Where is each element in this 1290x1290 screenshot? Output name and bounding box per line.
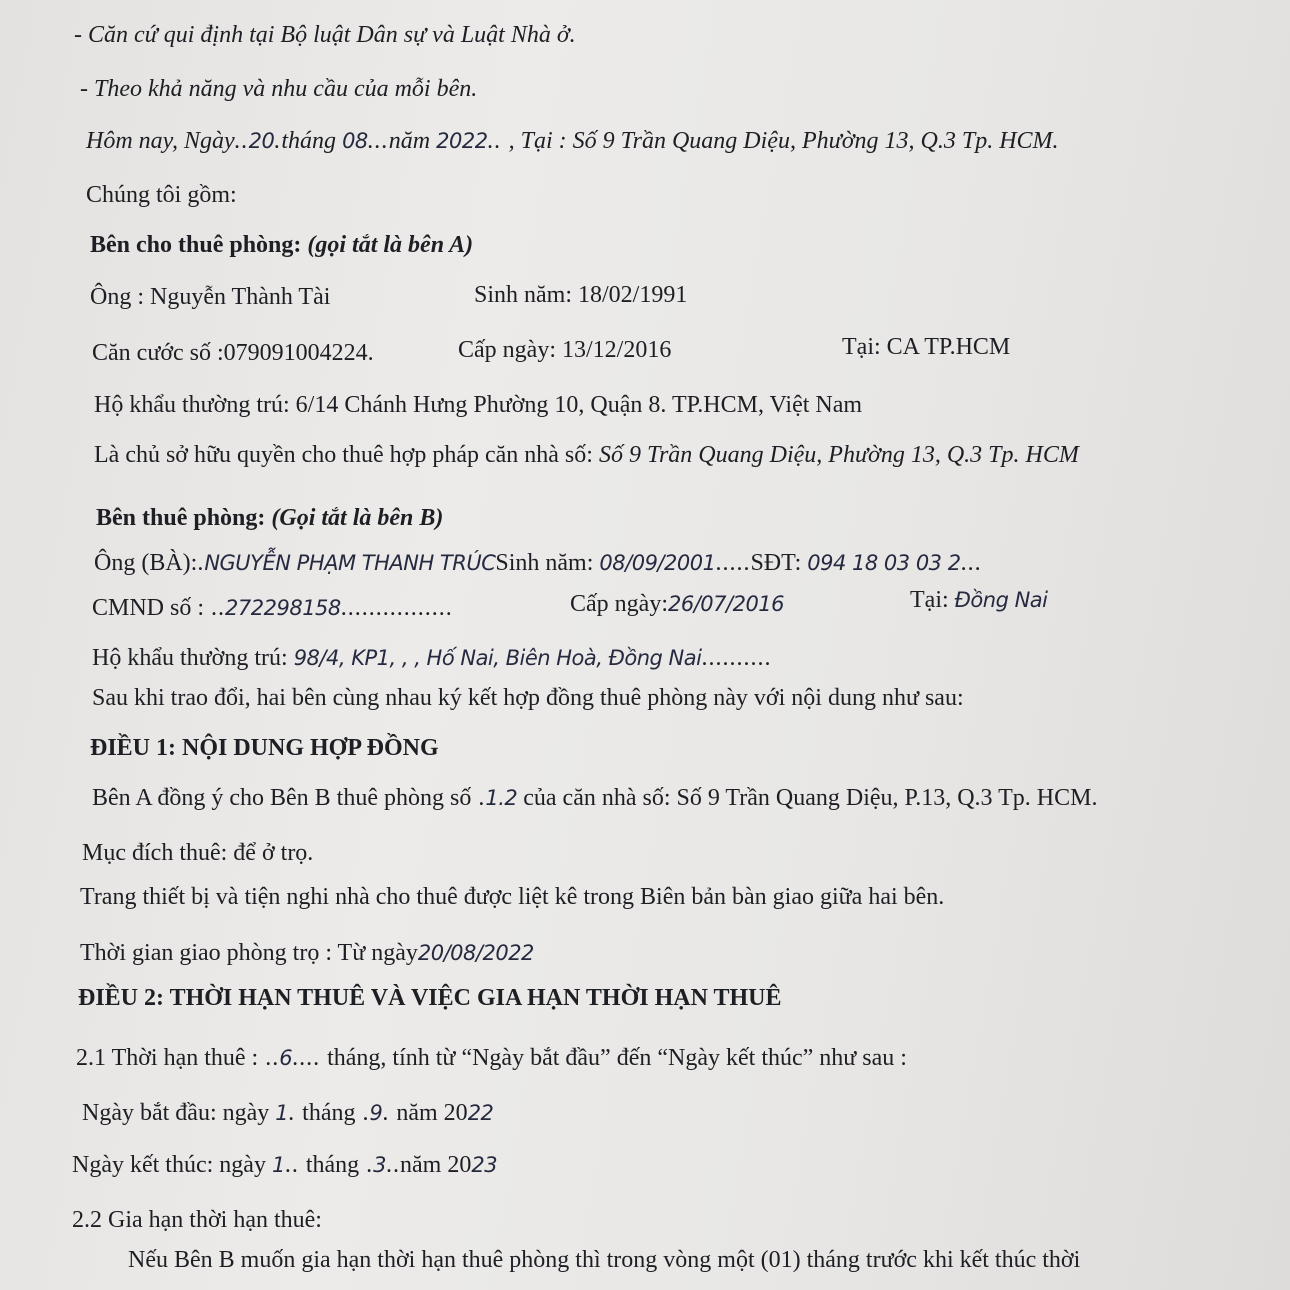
- extension-heading: [72, 1205, 322, 1235]
- article-2-term-line: 2.1 Thời hạn thuê : ..6.... tháng, tính từ “Ngày bắt đầu” đến “Ngày kết thúc” như sau :: [76, 1045, 907, 1071]
- party-b-residence-line: Hộ khẩu thường trú: 98/4, KP1, , , Hố Nai, Biên Hoà, Đồng Nai..........: [92, 645, 772, 671]
- extension-heading-text: 2.2 Gia hạn thời hạn thuê:: [72, 1207, 322, 1233]
- start-month-label: tháng: [302, 1100, 356, 1126]
- handwritten-term-months: 6: [279, 1046, 293, 1070]
- party-a-heading: [90, 230, 473, 260]
- handwritten-year: 2022: [436, 129, 488, 153]
- start-date-line: Ngày bắt đầu: ngày 1. tháng .9. năm 2022: [82, 1100, 494, 1126]
- party-a-birth: [474, 280, 687, 310]
- party-a-name-text: Ông : Nguyễn Thành Tài: [90, 284, 331, 310]
- handwritten-start-day: 1: [275, 1101, 289, 1125]
- contract-date-line: Hôm nay, Ngày..20.tháng 08...năm 2022.. , Tại : Số 9 Trần Quang Diệu, Phường 13, Q.3 Tp. HCM.: [86, 128, 1059, 154]
- party-b-phone-label: SĐT:: [750, 550, 802, 576]
- handwritten-room-number: 1.2: [485, 786, 518, 810]
- party-b-birth-label: Sinh năm:: [495, 550, 594, 576]
- party-a-birth-text: Sinh năm: 18/02/1991: [474, 282, 688, 308]
- agreement-line: [92, 683, 964, 713]
- party-a-ownership: [94, 440, 1079, 470]
- end-date-line: Ngày kết thúc: ngày 1.. tháng .3..năm 2023: [72, 1152, 498, 1178]
- party-a-issue-place: [842, 332, 1010, 362]
- article-1-handover: [80, 938, 534, 968]
- basis-ability-line: [80, 74, 477, 104]
- handover-prefix: Thời gian giao phòng trọ : Từ ngày: [80, 940, 418, 966]
- party-b-id-line: CMND số : ..272298158................: [92, 595, 453, 621]
- date-location: , Tại : Số 9 Trần Quang Diệu, Phường 13, Q.3 Tp. HCM.: [508, 128, 1059, 154]
- party-b-issue-label: Cấp ngày:: [570, 591, 668, 617]
- handwritten-party-b-id: 272298158: [225, 596, 341, 620]
- party-a-issue-place-text: Tại: CA TP.HCM: [842, 334, 1011, 360]
- handwritten-end-year: 23: [471, 1153, 498, 1177]
- party-a-issue-date: [458, 335, 671, 365]
- handwritten-party-b-name: NGUYỄN PHẠM THANH TRÚC: [204, 551, 496, 575]
- article-2-heading: [78, 983, 782, 1013]
- party-b-place-label: Tại:: [910, 587, 949, 613]
- handwritten-month: 08: [342, 129, 368, 153]
- party-b-heading-text: Bên thuê phòng:: [96, 505, 266, 531]
- article-2-heading-text: ĐIỀU 2: THỜI HẠN THUÊ VÀ VIỆC GIA HẠN THỜI HẠN THUÊ: [78, 985, 782, 1011]
- article-1-heading: [90, 733, 439, 763]
- party-b-id-label: CMND số :: [92, 595, 205, 621]
- ownership-address: Số 9 Trần Quang Diệu, Phường 13, Q.3 Tp. HCM: [598, 442, 1079, 468]
- handwritten-handover-date: 20/08/2022: [417, 941, 534, 965]
- year-label: năm: [388, 128, 431, 154]
- party-a-residence: [94, 390, 862, 420]
- we-include-line: [86, 180, 237, 210]
- extension-text: Nếu Bên B muốn gia hạn thời hạn thuê phòng thì trong vòng một (01) tháng trước khi kết thúc thời: [128, 1247, 1081, 1273]
- party-a-residence-text: Hộ khẩu thường trú: 6/14 Chánh Hưng Phường 10, Quận 8. TP.HCM, Việt Nam: [94, 392, 863, 418]
- month-label: tháng: [281, 128, 337, 154]
- party-b-issue-date: [570, 589, 784, 619]
- party-b-name-line: Ông (BÀ):.NGUYỄN PHẠM THANH TRÚCSinh năm: 08/09/2001.....SĐT: 094 18 03 03 2...: [94, 550, 982, 576]
- equipment-text: Trang thiết bị và tiện nghi nhà cho thuê được liệt kê trong Biên bản bàn giao giữa hai bên.: [80, 884, 945, 910]
- end-label: Ngày kết thúc: ngày: [72, 1152, 266, 1178]
- room-suffix: của căn nhà số: Số 9 Trần Quang Diệu, P.13, Q.3 Tp. HCM.: [523, 785, 1098, 811]
- handwritten-party-b-birth: 08/09/2001: [599, 551, 716, 575]
- handwritten-party-b-residence: 98/4, KP1, , , Hố Nai, Biên Hoà, Đồng Nai: [293, 646, 702, 670]
- party-a-issue-date-text: Cấp ngày: 13/12/2016: [458, 337, 672, 363]
- article-1-heading-text: ĐIỀU 1: NỘI DUNG HỢP ĐỒNG: [90, 735, 439, 761]
- party-b-heading: [96, 503, 443, 533]
- basis-law-text: - Căn cứ qui định tại Bộ luật Dân sự và Luật Nhà ở.: [74, 22, 576, 48]
- start-year-label: năm 20: [396, 1100, 468, 1126]
- ownership-prefix: Là chủ sở hữu quyền cho thuê hợp pháp căn nhà số:: [94, 442, 593, 468]
- extension-paragraph: [128, 1245, 1080, 1275]
- term-prefix: 2.1 Thời hạn thuê :: [76, 1045, 259, 1071]
- party-b-name-label: Ông (BÀ):: [94, 550, 198, 576]
- start-label: Ngày bắt đầu: ngày: [82, 1100, 270, 1126]
- handwritten-party-b-place: Đồng Nai: [954, 588, 1048, 612]
- handwritten-party-b-phone: 094 18 03 03 2: [807, 551, 961, 575]
- party-b-heading-note: (Gọi tắt là bên B): [271, 505, 444, 531]
- end-year-label: năm 20: [400, 1152, 472, 1178]
- room-prefix: Bên A đồng ý cho Bên B thuê phòng số: [92, 785, 472, 811]
- party-a-heading-note: (gọi tắt là bên A): [307, 232, 474, 258]
- term-suffix: tháng, tính từ “Ngày bắt đầu” đến “Ngày kết thúc” như sau :: [327, 1045, 907, 1071]
- agreement-text: Sau khi trao đổi, hai bên cùng nhau ký kết hợp đồng thuê phòng này với nội dung như sau:: [92, 685, 964, 711]
- basis-ability-text: - Theo khả năng và nhu cầu của mỗi bên.: [80, 76, 478, 102]
- purpose-text: Mục đích thuê: để ở trọ.: [82, 840, 314, 866]
- end-month-label: tháng: [305, 1152, 360, 1178]
- handwritten-end-month: 3: [373, 1153, 387, 1177]
- party-b-residence-label: Hộ khẩu thường trú:: [92, 645, 288, 671]
- article-1-purpose: [82, 838, 313, 868]
- party-a-heading-text: Bên cho thuê phòng:: [90, 232, 302, 258]
- party-a-id-text: Căn cước số :079091004224.: [92, 340, 374, 366]
- handwritten-start-year: 22: [467, 1101, 494, 1125]
- party-b-issue-place: [910, 585, 1048, 615]
- we-include-text: Chúng tôi gồm:: [86, 182, 237, 208]
- article-1-room-line: Bên A đồng ý cho Bên B thuê phòng số .1.2 của căn nhà số: Số 9 Trần Quang Diệu, P.13, Q.3 Tp. HCM.: [92, 785, 1098, 811]
- article-1-equipment: [80, 882, 944, 912]
- handwritten-day: 20: [248, 129, 275, 153]
- party-a-name: [90, 282, 330, 312]
- handwritten-end-day: 1: [271, 1153, 285, 1177]
- handwritten-party-b-issue-date: 26/07/2016: [667, 592, 785, 616]
- handwritten-start-month: 9: [369, 1101, 383, 1125]
- basis-law-line: [74, 20, 576, 50]
- date-prefix: Hôm nay, Ngày: [86, 128, 235, 154]
- party-a-id: [92, 338, 374, 368]
